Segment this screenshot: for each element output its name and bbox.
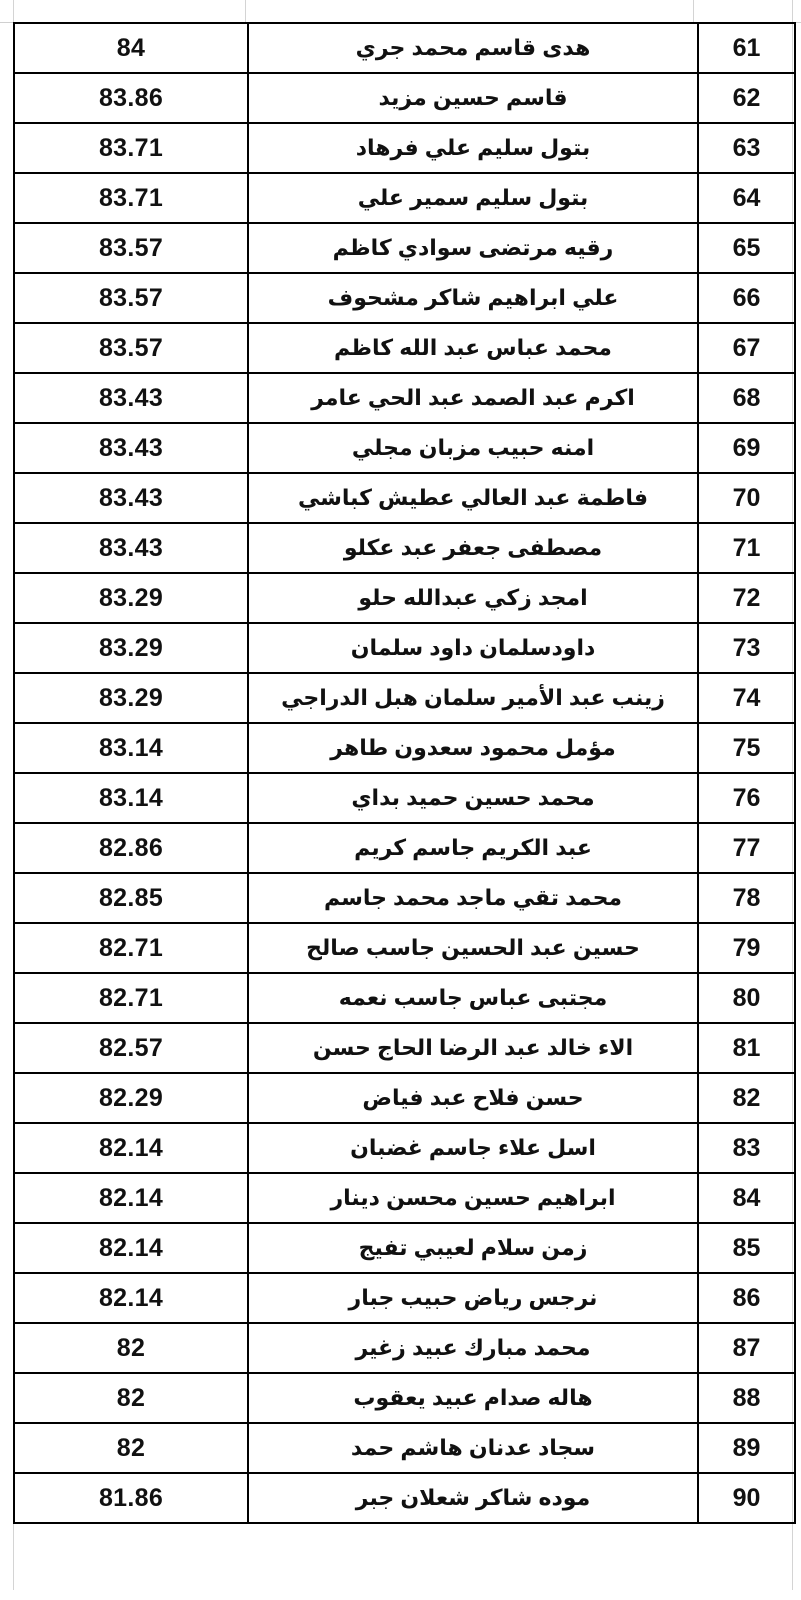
score-cell[interactable]: 83.14 xyxy=(14,723,248,773)
score-cell[interactable]: 82 xyxy=(14,1323,248,1373)
table-row xyxy=(14,1423,795,1473)
score-cell[interactable]: 82.85 xyxy=(14,873,248,923)
score-cell[interactable]: 82.71 xyxy=(14,973,248,1023)
student-name-cell[interactable]: محمد حسين حميد بداي xyxy=(248,773,698,823)
score-cell[interactable]: 82.57 xyxy=(14,1023,248,1073)
table-row xyxy=(14,973,795,1023)
student-name-cell[interactable]: اسل علاء جاسم غضبان xyxy=(248,1123,698,1173)
student-name-cell[interactable]: امنه حبيب مزبان مجلي xyxy=(248,423,698,473)
sheet-bottom-area xyxy=(0,1590,801,1600)
table-row xyxy=(14,223,795,273)
table-row xyxy=(14,573,795,623)
student-name-cell[interactable]: مصطفى جعفر عبد عكلو xyxy=(248,523,698,573)
score-cell[interactable]: 82 xyxy=(14,1423,248,1473)
row-number-cell[interactable]: 69 xyxy=(698,423,795,473)
score-cell[interactable]: 83.29 xyxy=(14,673,248,723)
table-row xyxy=(14,123,795,173)
student-name-cell[interactable]: الاء خالد عبد الرضا الحاج حسن xyxy=(248,1023,698,1073)
row-number-cell[interactable]: 81 xyxy=(698,1023,795,1073)
table-row xyxy=(14,473,795,523)
score-cell[interactable]: 82.29 xyxy=(14,1073,248,1123)
table-row xyxy=(14,873,795,923)
row-number-cell[interactable]: 62 xyxy=(698,73,795,123)
row-number-cell[interactable]: 70 xyxy=(698,473,795,523)
row-number-cell[interactable]: 71 xyxy=(698,523,795,573)
score-cell[interactable]: 83.57 xyxy=(14,223,248,273)
student-name-cell[interactable]: بتول سليم سمير علي xyxy=(248,173,698,223)
student-name-cell[interactable]: محمد مبارك عبيد زغير xyxy=(248,1323,698,1373)
row-number-cell[interactable]: 89 xyxy=(698,1423,795,1473)
score-cell[interactable]: 82.14 xyxy=(14,1173,248,1223)
table-row xyxy=(14,523,795,573)
row-number-cell[interactable]: 80 xyxy=(698,973,795,1023)
row-number-cell[interactable]: 65 xyxy=(698,223,795,273)
score-cell[interactable]: 83.57 xyxy=(14,323,248,373)
table-row xyxy=(14,173,795,223)
student-name-cell[interactable]: زينب عبد الأمير سلمان هبل الدراجي xyxy=(248,673,698,723)
student-name-cell[interactable]: هاله صدام عبيد يعقوب xyxy=(248,1373,698,1423)
table-row xyxy=(14,1373,795,1423)
score-cell[interactable]: 83.29 xyxy=(14,573,248,623)
score-cell[interactable]: 82.71 xyxy=(14,923,248,973)
row-number-cell[interactable]: 64 xyxy=(698,173,795,223)
table-row xyxy=(14,1323,795,1373)
row-number-cell[interactable]: 78 xyxy=(698,873,795,923)
row-number-cell[interactable]: 88 xyxy=(698,1373,795,1423)
student-name-cell[interactable]: عبد الكريم جاسم كريم xyxy=(248,823,698,873)
table-row xyxy=(14,73,795,123)
student-name-cell[interactable]: قاسم حسين مزيد xyxy=(248,73,698,123)
student-name-cell[interactable]: موده شاكر شعلان جبر xyxy=(248,1473,698,1523)
student-name-cell[interactable]: حسن فلاح عبد فياض xyxy=(248,1073,698,1123)
table-row xyxy=(14,923,795,973)
score-cell[interactable]: 83.43 xyxy=(14,373,248,423)
results-table xyxy=(13,22,796,1524)
table-row xyxy=(14,1173,795,1223)
student-name-cell[interactable]: بتول سليم علي فرهاد xyxy=(248,123,698,173)
row-number-cell[interactable]: 85 xyxy=(698,1223,795,1273)
gridline xyxy=(693,0,694,22)
student-name-cell[interactable]: رقيه مرتضى سوادي كاظم xyxy=(248,223,698,273)
row-number-cell[interactable]: 84 xyxy=(698,1173,795,1223)
student-name-cell[interactable]: اكرم عبد الصمد عبد الحي عامر xyxy=(248,373,698,423)
table-row xyxy=(14,323,795,373)
results-table-body xyxy=(14,23,795,1523)
table-row xyxy=(14,423,795,473)
row-number-cell[interactable]: 75 xyxy=(698,723,795,773)
score-cell[interactable]: 83.43 xyxy=(14,423,248,473)
row-number-cell[interactable]: 82 xyxy=(698,1073,795,1123)
row-number-cell[interactable]: 87 xyxy=(698,1323,795,1373)
student-name-cell[interactable]: داودسلمان داود سلمان xyxy=(248,623,698,673)
score-cell[interactable]: 83.43 xyxy=(14,523,248,573)
table-row xyxy=(14,1023,795,1073)
table-row xyxy=(14,1473,795,1523)
student-name-cell[interactable]: سجاد عدنان هاشم حمد xyxy=(248,1423,698,1473)
row-number-cell[interactable]: 90 xyxy=(698,1473,795,1523)
score-cell[interactable]: 82.86 xyxy=(14,823,248,873)
score-cell[interactable]: 82.14 xyxy=(14,1223,248,1273)
row-number-cell[interactable]: 73 xyxy=(698,623,795,673)
table-row xyxy=(14,273,795,323)
student-name-cell[interactable]: مجتبى عباس جاسب نعمه xyxy=(248,973,698,1023)
student-name-cell[interactable]: حسين عبد الحسين جاسب صالح xyxy=(248,923,698,973)
row-number-cell[interactable]: 79 xyxy=(698,923,795,973)
row-number-cell[interactable]: 67 xyxy=(698,323,795,373)
row-number-cell[interactable]: 63 xyxy=(698,123,795,173)
score-cell[interactable]: 83.57 xyxy=(14,273,248,323)
score-cell[interactable]: 82.14 xyxy=(14,1123,248,1173)
score-cell[interactable]: 84 xyxy=(14,23,248,73)
table-row xyxy=(14,1223,795,1273)
student-name-cell[interactable]: هدى قاسم محمد جري xyxy=(248,23,698,73)
student-name-cell[interactable]: محمد عباس عبد الله كاظم xyxy=(248,323,698,373)
score-cell[interactable]: 83.29 xyxy=(14,623,248,673)
table-row xyxy=(14,1073,795,1123)
student-name-cell[interactable]: امجد زكي عبدالله حلو xyxy=(248,573,698,623)
row-number-cell[interactable]: 76 xyxy=(698,773,795,823)
row-number-cell[interactable]: 83 xyxy=(698,1123,795,1173)
table-row xyxy=(14,773,795,823)
score-cell[interactable]: 81.86 xyxy=(14,1473,248,1523)
student-name-cell[interactable]: فاطمة عبد العالي عطيش كباشي xyxy=(248,473,698,523)
table-row xyxy=(14,723,795,773)
row-number-cell[interactable]: 68 xyxy=(698,373,795,423)
score-cell[interactable]: 83.43 xyxy=(14,473,248,523)
table-row xyxy=(14,1123,795,1173)
student-name-cell[interactable]: علي ابراهيم شاكر مشحوف xyxy=(248,273,698,323)
row-number-cell[interactable]: 77 xyxy=(698,823,795,873)
table-row xyxy=(14,823,795,873)
row-number-cell[interactable]: 74 xyxy=(698,673,795,723)
student-name-cell[interactable]: مؤمل محمود سعدون طاهر xyxy=(248,723,698,773)
row-number-cell[interactable]: 86 xyxy=(698,1273,795,1323)
student-name-cell[interactable]: زمن سلام لعيبي تفيج xyxy=(248,1223,698,1273)
sheet-top-gridline-row xyxy=(0,0,801,23)
table-row xyxy=(14,673,795,723)
score-cell[interactable]: 83.71 xyxy=(14,173,248,223)
table-row xyxy=(14,623,795,673)
row-number-cell[interactable]: 72 xyxy=(698,573,795,623)
row-number-cell[interactable]: 66 xyxy=(698,273,795,323)
score-cell[interactable]: 83.14 xyxy=(14,773,248,823)
table-row xyxy=(14,23,795,73)
table-row xyxy=(14,1273,795,1323)
student-name-cell[interactable]: محمد تقي ماجد محمد جاسم xyxy=(248,873,698,923)
gridline xyxy=(245,0,246,22)
score-cell[interactable]: 82 xyxy=(14,1373,248,1423)
score-cell[interactable]: 83.86 xyxy=(14,73,248,123)
student-name-cell[interactable]: ابراهيم حسين محسن دينار xyxy=(248,1173,698,1223)
score-cell[interactable]: 82.14 xyxy=(14,1273,248,1323)
student-name-cell[interactable]: نرجس رياض حبيب جبار xyxy=(248,1273,698,1323)
score-cell[interactable]: 83.71 xyxy=(14,123,248,173)
row-number-cell[interactable]: 61 xyxy=(698,23,795,73)
table-row xyxy=(14,373,795,423)
